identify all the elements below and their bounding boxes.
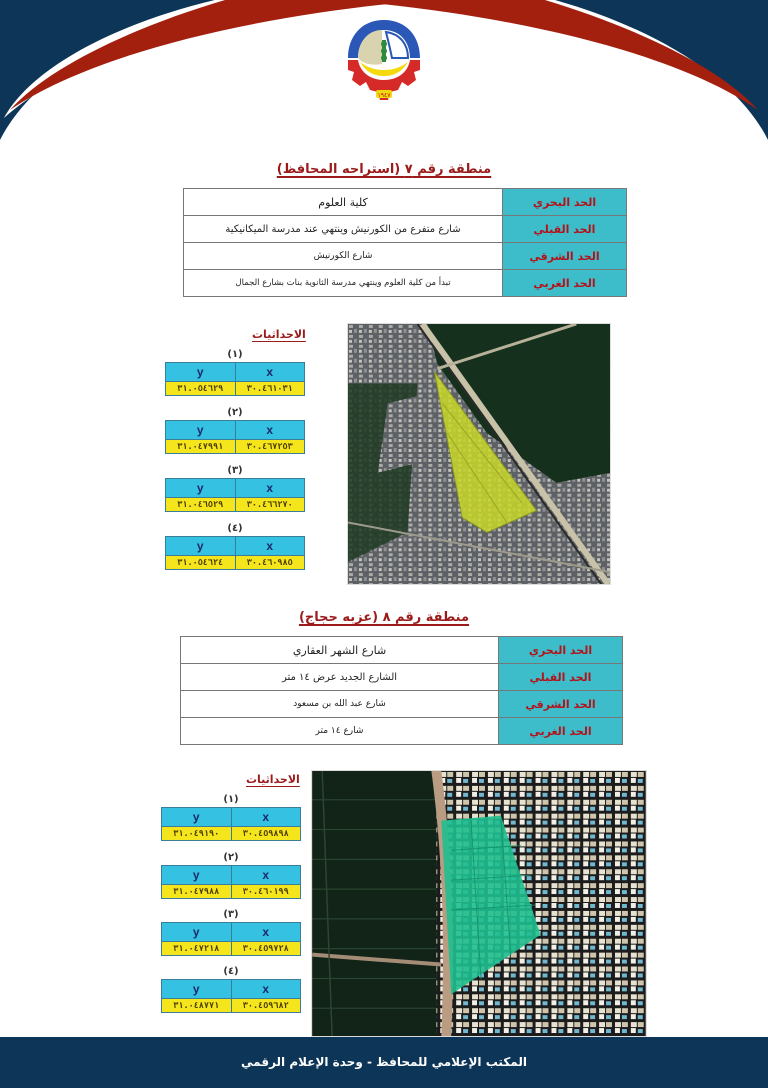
zone8-coord-3 [161,908,301,956]
zone8-title-text: منطقة رقم ٨ (عزبه حجاج) [298,610,470,625]
footer-text: المكتب الإعلامي للمحافظ - وحدة الإعلام الرقمي [241,1055,527,1069]
x-value: ٣٠.٤٥٩٨٩٨ [231,827,301,841]
zone7-coord-1 [165,348,305,396]
zone7-coord-3 [165,464,305,512]
x-header: x [231,923,301,942]
x-header: x [235,363,305,382]
table-row [181,664,623,691]
coord-index: (١) [227,349,243,360]
coord-index: (٤) [227,523,243,534]
table-row [184,216,627,243]
y-value: ٣١.٠٤٩١٩٠ [162,827,232,841]
x-header: x [235,479,305,498]
y-header: y [166,421,236,440]
table-row [181,637,623,664]
border-value: شارع عبد الله بن مسعود [181,691,499,718]
governorate-logo [340,16,428,106]
coord-index: (٣) [223,909,239,920]
zone8-borders-table [180,636,623,745]
x-value: ٣٠.٤٦٠٩٨٥ [235,556,305,570]
y-header: y [162,923,232,942]
border-label: الحد البحري [499,637,623,664]
table-row [184,189,627,216]
y-header: y [162,980,232,999]
coord-index: (٤) [223,966,239,977]
y-header: y [166,363,236,382]
logo-caption: ١٩٤٧ [377,92,391,99]
zone7-title-text: منطقة رقم ٧ (استراحه المحافظ) [276,162,492,177]
x-value: ٣٠.٤٦٠١٩٩ [231,885,301,899]
zone7-coord-4 [165,522,305,570]
footer-banner [0,1037,768,1088]
border-label: الحد الشرقي [499,691,623,718]
zone8-satellite-map [311,770,647,1037]
x-header: x [231,866,301,885]
y-value: ٣١.٠٥٤٦٢٤ [166,556,236,570]
table-row [181,718,623,745]
x-value: ٣٠.٤٦٧٢٥٣ [235,440,305,454]
zone8-title [0,610,768,625]
table-row [184,243,627,270]
x-header: x [235,537,305,556]
border-label: الحد القبلي [499,664,623,691]
y-value: ٣١.٠٤٧٩٨٨ [162,885,232,899]
border-value: تبدأ من كلية العلوم وينتهي مدرسة الثانوية بنات بشارع الجمال [184,270,503,297]
y-value: ٣١.٠٤٧٩٩١ [166,440,236,454]
border-label: الحد الشرقي [503,243,627,270]
coord-index: (٣) [227,465,243,476]
x-value: ٣٠.٤٦٦٢٧٠ [235,498,305,512]
x-header: x [231,980,301,999]
y-header: y [166,537,236,556]
zone8-coord-4 [161,965,301,1013]
y-header: y [162,808,232,827]
zone8-coord-1 [161,793,301,841]
x-value: ٣٠.٤٦١٠٣١ [235,382,305,396]
zone7-coord-2 [165,406,305,454]
border-label: الحد الغربي [499,718,623,745]
border-label: الحد الغربي [503,270,627,297]
x-header: x [235,421,305,440]
table-row [181,691,623,718]
y-value: ٣١.٠٤٧٢١٨ [162,942,232,956]
zone7-borders-table [183,188,627,297]
table-row [184,270,627,297]
border-value: شارع متفرع من الكورنيش وينتهي عند مدرسة الميكانيكية [184,216,503,243]
x-header: x [231,808,301,827]
y-value: ٣١.٠٤٨٧٧١ [162,999,232,1013]
border-value: شارع الكورنيش [184,243,503,270]
zone7-title [0,162,768,177]
x-value: ٣٠.٤٥٩٧٢٨ [231,942,301,956]
y-value: ٣١.٠٥٤٦٢٩ [166,382,236,396]
border-value: كلية العلوم [184,189,503,216]
zone8-coords-title: الاحداثيات [246,773,300,786]
y-value: ٣١.٠٤٦٥٢٩ [166,498,236,512]
border-value: الشارع الجديد عرض ١٤ متر [181,664,499,691]
zone8-coord-2 [161,851,301,899]
border-value: شارع الشهر العقاري [181,637,499,664]
border-label: الحد القبلي [503,216,627,243]
x-value: ٣٠.٤٥٩٦٨٢ [231,999,301,1013]
zone7-satellite-map [347,323,611,585]
coord-index: (١) [223,794,239,805]
border-label: الحد البحري [503,189,627,216]
zone7-coords-title: الاحداثيات [252,328,306,341]
coord-index: (٢) [223,852,239,863]
y-header: y [162,866,232,885]
coord-index: (٢) [227,407,243,418]
border-value: شارع ١٤ متر [181,718,499,745]
y-header: y [166,479,236,498]
